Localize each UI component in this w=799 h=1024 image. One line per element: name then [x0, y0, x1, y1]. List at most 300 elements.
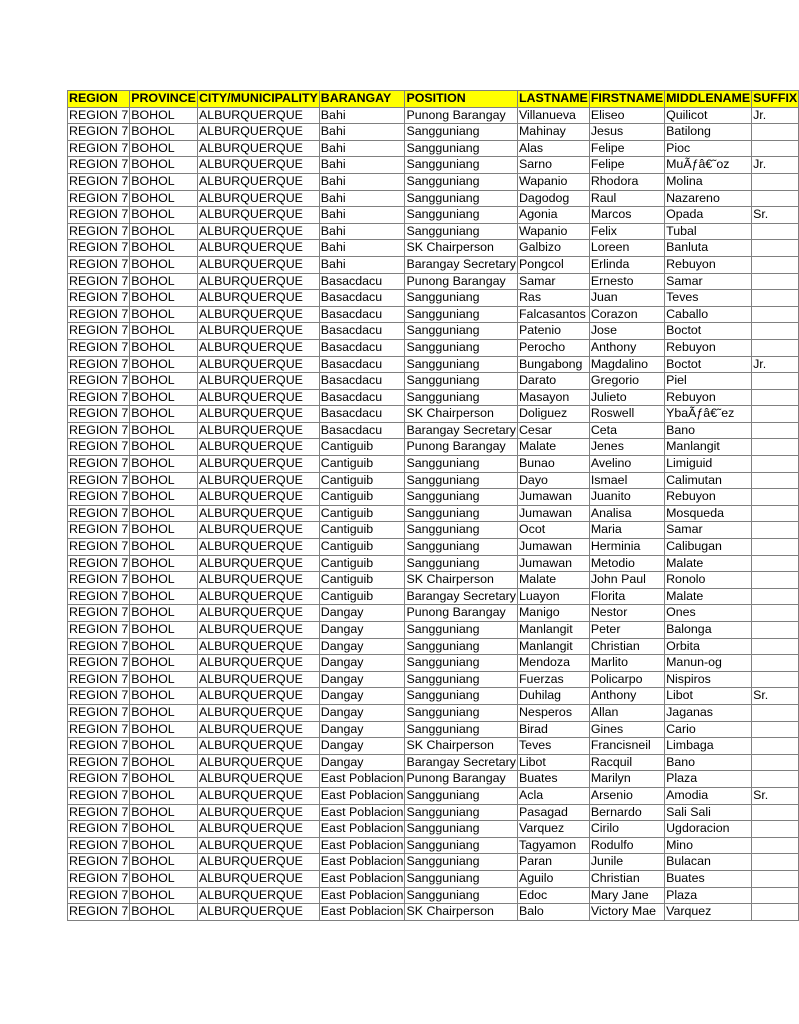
- cell-suffix[interactable]: [752, 306, 799, 323]
- cell-region[interactable]: REGION 7: [68, 505, 130, 522]
- cell-barangay[interactable]: Basacdacu: [319, 406, 405, 423]
- cell-suffix[interactable]: [752, 738, 799, 755]
- cell-region[interactable]: REGION 7: [68, 273, 130, 290]
- cell-city-municipality[interactable]: ALBURQUERQUE: [197, 572, 319, 589]
- cell-region[interactable]: REGION 7: [68, 787, 130, 804]
- cell-city-municipality[interactable]: ALBURQUERQUE: [197, 190, 319, 207]
- cell-barangay[interactable]: Bahi: [319, 240, 405, 257]
- cell-firstname[interactable]: Felipe: [589, 157, 664, 174]
- cell-region[interactable]: REGION 7: [68, 837, 130, 854]
- cell-position[interactable]: Sangguniang: [405, 207, 518, 224]
- cell-position[interactable]: Sangguniang: [405, 323, 518, 340]
- cell-city-municipality[interactable]: ALBURQUERQUE: [197, 821, 319, 838]
- cell-lastname[interactable]: Tagyamon: [517, 837, 589, 854]
- cell-lastname[interactable]: Samar: [517, 273, 589, 290]
- cell-suffix[interactable]: Jr.: [752, 356, 799, 373]
- cell-suffix[interactable]: [752, 223, 799, 240]
- cell-city-municipality[interactable]: ALBURQUERQUE: [197, 472, 319, 489]
- cell-firstname[interactable]: John Paul: [589, 572, 664, 589]
- cell-region[interactable]: REGION 7: [68, 140, 130, 157]
- cell-province[interactable]: BOHOL: [130, 124, 198, 141]
- cell-suffix[interactable]: [752, 422, 799, 439]
- cell-lastname[interactable]: Pasagad: [517, 804, 589, 821]
- cell-lastname[interactable]: Jumawan: [517, 489, 589, 506]
- cell-region[interactable]: REGION 7: [68, 721, 130, 738]
- cell-middlename[interactable]: Samar: [665, 522, 752, 539]
- cell-firstname[interactable]: Anthony: [589, 339, 664, 356]
- cell-barangay[interactable]: East Poblacion: [319, 821, 405, 838]
- cell-middlename[interactable]: Bano: [665, 422, 752, 439]
- cell-lastname[interactable]: Bungabong: [517, 356, 589, 373]
- cell-suffix[interactable]: [752, 804, 799, 821]
- cell-city-municipality[interactable]: ALBURQUERQUE: [197, 655, 319, 672]
- cell-suffix[interactable]: [752, 870, 799, 887]
- cell-middlename[interactable]: YbaÃƒâ€˜ez: [665, 406, 752, 423]
- cell-region[interactable]: REGION 7: [68, 522, 130, 539]
- header-region[interactable]: REGION: [68, 91, 130, 108]
- cell-firstname[interactable]: Analisa: [589, 505, 664, 522]
- cell-region[interactable]: REGION 7: [68, 240, 130, 257]
- cell-lastname[interactable]: Luayon: [517, 588, 589, 605]
- cell-suffix[interactable]: [752, 323, 799, 340]
- cell-city-municipality[interactable]: ALBURQUERQUE: [197, 605, 319, 622]
- cell-position[interactable]: Sangguniang: [405, 870, 518, 887]
- cell-city-municipality[interactable]: ALBURQUERQUE: [197, 207, 319, 224]
- cell-firstname[interactable]: Anthony: [589, 688, 664, 705]
- cell-province[interactable]: BOHOL: [130, 505, 198, 522]
- cell-region[interactable]: REGION 7: [68, 406, 130, 423]
- cell-province[interactable]: BOHOL: [130, 140, 198, 157]
- cell-region[interactable]: REGION 7: [68, 638, 130, 655]
- cell-position[interactable]: Sangguniang: [405, 223, 518, 240]
- cell-lastname[interactable]: Manlangit: [517, 622, 589, 639]
- cell-suffix[interactable]: [752, 505, 799, 522]
- cell-city-municipality[interactable]: ALBURQUERQUE: [197, 306, 319, 323]
- cell-barangay[interactable]: Cantiguib: [319, 522, 405, 539]
- cell-firstname[interactable]: Gines: [589, 721, 664, 738]
- cell-suffix[interactable]: Jr.: [752, 107, 799, 124]
- cell-province[interactable]: BOHOL: [130, 223, 198, 240]
- cell-lastname[interactable]: Alas: [517, 140, 589, 157]
- cell-province[interactable]: BOHOL: [130, 207, 198, 224]
- cell-firstname[interactable]: Rhodora: [589, 173, 664, 190]
- cell-lastname[interactable]: Agonia: [517, 207, 589, 224]
- cell-suffix[interactable]: [752, 671, 799, 688]
- cell-lastname[interactable]: Mahinay: [517, 124, 589, 141]
- cell-province[interactable]: BOHOL: [130, 323, 198, 340]
- cell-firstname[interactable]: Eliseo: [589, 107, 664, 124]
- cell-lastname[interactable]: Pongcol: [517, 256, 589, 273]
- cell-middlename[interactable]: Plaza: [665, 887, 752, 904]
- cell-lastname[interactable]: Nesperos: [517, 704, 589, 721]
- cell-position[interactable]: Sangguniang: [405, 704, 518, 721]
- cell-position[interactable]: Sangguniang: [405, 356, 518, 373]
- cell-barangay[interactable]: Basacdacu: [319, 290, 405, 307]
- cell-province[interactable]: BOHOL: [130, 406, 198, 423]
- cell-province[interactable]: BOHOL: [130, 588, 198, 605]
- cell-lastname[interactable]: Ras: [517, 290, 589, 307]
- header-city-municipality[interactable]: CITY/MUNICIPALITY: [197, 91, 319, 108]
- cell-suffix[interactable]: [752, 290, 799, 307]
- cell-barangay[interactable]: Basacdacu: [319, 356, 405, 373]
- cell-province[interactable]: BOHOL: [130, 771, 198, 788]
- cell-firstname[interactable]: Julieto: [589, 389, 664, 406]
- cell-province[interactable]: BOHOL: [130, 422, 198, 439]
- cell-firstname[interactable]: Junile: [589, 854, 664, 871]
- cell-region[interactable]: REGION 7: [68, 804, 130, 821]
- cell-lastname[interactable]: Malate: [517, 439, 589, 456]
- cell-city-municipality[interactable]: ALBURQUERQUE: [197, 671, 319, 688]
- cell-position[interactable]: Sangguniang: [405, 887, 518, 904]
- cell-suffix[interactable]: [752, 173, 799, 190]
- cell-barangay[interactable]: Dangay: [319, 638, 405, 655]
- cell-region[interactable]: REGION 7: [68, 290, 130, 307]
- cell-position[interactable]: Punong Barangay: [405, 439, 518, 456]
- cell-city-municipality[interactable]: ALBURQUERQUE: [197, 339, 319, 356]
- cell-province[interactable]: BOHOL: [130, 870, 198, 887]
- cell-city-municipality[interactable]: ALBURQUERQUE: [197, 904, 319, 921]
- cell-region[interactable]: REGION 7: [68, 821, 130, 838]
- cell-region[interactable]: REGION 7: [68, 655, 130, 672]
- cell-barangay[interactable]: Bahi: [319, 124, 405, 141]
- cell-middlename[interactable]: Teves: [665, 290, 752, 307]
- cell-province[interactable]: BOHOL: [130, 721, 198, 738]
- cell-barangay[interactable]: Cantiguib: [319, 456, 405, 473]
- cell-barangay[interactable]: Cantiguib: [319, 539, 405, 556]
- cell-firstname[interactable]: Jenes: [589, 439, 664, 456]
- cell-province[interactable]: BOHOL: [130, 671, 198, 688]
- cell-city-municipality[interactable]: ALBURQUERQUE: [197, 290, 319, 307]
- cell-province[interactable]: BOHOL: [130, 240, 198, 257]
- cell-city-municipality[interactable]: ALBURQUERQUE: [197, 489, 319, 506]
- cell-firstname[interactable]: Jesus: [589, 124, 664, 141]
- cell-lastname[interactable]: Dayo: [517, 472, 589, 489]
- cell-province[interactable]: BOHOL: [130, 622, 198, 639]
- cell-barangay[interactable]: Basacdacu: [319, 306, 405, 323]
- cell-region[interactable]: REGION 7: [68, 173, 130, 190]
- cell-position[interactable]: Barangay Secretary: [405, 588, 518, 605]
- cell-firstname[interactable]: Juanito: [589, 489, 664, 506]
- cell-city-municipality[interactable]: ALBURQUERQUE: [197, 787, 319, 804]
- cell-city-municipality[interactable]: ALBURQUERQUE: [197, 870, 319, 887]
- cell-firstname[interactable]: Metodio: [589, 555, 664, 572]
- cell-suffix[interactable]: [752, 522, 799, 539]
- cell-region[interactable]: REGION 7: [68, 323, 130, 340]
- cell-firstname[interactable]: Maria: [589, 522, 664, 539]
- cell-barangay[interactable]: East Poblacion: [319, 787, 405, 804]
- cell-firstname[interactable]: Florita: [589, 588, 664, 605]
- cell-lastname[interactable]: Varquez: [517, 821, 589, 838]
- cell-middlename[interactable]: Buates: [665, 870, 752, 887]
- cell-middlename[interactable]: Mino: [665, 837, 752, 854]
- cell-middlename[interactable]: Rebuyon: [665, 339, 752, 356]
- cell-city-municipality[interactable]: ALBURQUERQUE: [197, 704, 319, 721]
- cell-lastname[interactable]: Doliguez: [517, 406, 589, 423]
- cell-city-municipality[interactable]: ALBURQUERQUE: [197, 555, 319, 572]
- cell-province[interactable]: BOHOL: [130, 688, 198, 705]
- cell-barangay[interactable]: Dangay: [319, 721, 405, 738]
- cell-middlename[interactable]: Quilicot: [665, 107, 752, 124]
- cell-barangay[interactable]: East Poblacion: [319, 854, 405, 871]
- cell-province[interactable]: BOHOL: [130, 107, 198, 124]
- cell-lastname[interactable]: Paran: [517, 854, 589, 871]
- cell-lastname[interactable]: Galbizo: [517, 240, 589, 257]
- cell-suffix[interactable]: [752, 887, 799, 904]
- cell-barangay[interactable]: Basacdacu: [319, 273, 405, 290]
- cell-province[interactable]: BOHOL: [130, 290, 198, 307]
- cell-city-municipality[interactable]: ALBURQUERQUE: [197, 140, 319, 157]
- cell-lastname[interactable]: Wapanio: [517, 173, 589, 190]
- cell-province[interactable]: BOHOL: [130, 489, 198, 506]
- cell-city-municipality[interactable]: ALBURQUERQUE: [197, 373, 319, 390]
- cell-city-municipality[interactable]: ALBURQUERQUE: [197, 539, 319, 556]
- cell-province[interactable]: BOHOL: [130, 173, 198, 190]
- cell-position[interactable]: Sangguniang: [405, 505, 518, 522]
- cell-firstname[interactable]: Erlinda: [589, 256, 664, 273]
- cell-suffix[interactable]: [752, 124, 799, 141]
- cell-middlename[interactable]: Bano: [665, 754, 752, 771]
- cell-position[interactable]: Punong Barangay: [405, 273, 518, 290]
- cell-position[interactable]: Sangguniang: [405, 837, 518, 854]
- cell-lastname[interactable]: Perocho: [517, 339, 589, 356]
- cell-city-municipality[interactable]: ALBURQUERQUE: [197, 854, 319, 871]
- cell-region[interactable]: REGION 7: [68, 771, 130, 788]
- cell-suffix[interactable]: [752, 655, 799, 672]
- cell-lastname[interactable]: Villanueva: [517, 107, 589, 124]
- cell-position[interactable]: Barangay Secretary: [405, 422, 518, 439]
- cell-position[interactable]: Punong Barangay: [405, 107, 518, 124]
- cell-middlename[interactable]: Malate: [665, 555, 752, 572]
- cell-position[interactable]: Sangguniang: [405, 854, 518, 871]
- cell-city-municipality[interactable]: ALBURQUERQUE: [197, 173, 319, 190]
- cell-middlename[interactable]: Cario: [665, 721, 752, 738]
- cell-lastname[interactable]: Manlangit: [517, 638, 589, 655]
- cell-middlename[interactable]: Rebuyon: [665, 389, 752, 406]
- cell-position[interactable]: Sangguniang: [405, 173, 518, 190]
- cell-barangay[interactable]: Bahi: [319, 223, 405, 240]
- cell-region[interactable]: REGION 7: [68, 738, 130, 755]
- cell-province[interactable]: BOHOL: [130, 522, 198, 539]
- cell-suffix[interactable]: [752, 539, 799, 556]
- cell-barangay[interactable]: East Poblacion: [319, 771, 405, 788]
- cell-region[interactable]: REGION 7: [68, 572, 130, 589]
- cell-region[interactable]: REGION 7: [68, 256, 130, 273]
- cell-barangay[interactable]: East Poblacion: [319, 837, 405, 854]
- cell-lastname[interactable]: Bunao: [517, 456, 589, 473]
- cell-city-municipality[interactable]: ALBURQUERQUE: [197, 771, 319, 788]
- cell-lastname[interactable]: Aguilo: [517, 870, 589, 887]
- cell-barangay[interactable]: Basacdacu: [319, 389, 405, 406]
- cell-middlename[interactable]: Varquez: [665, 904, 752, 921]
- cell-suffix[interactable]: [752, 190, 799, 207]
- cell-suffix[interactable]: Jr.: [752, 157, 799, 174]
- cell-barangay[interactable]: Bahi: [319, 256, 405, 273]
- cell-position[interactable]: Sangguniang: [405, 456, 518, 473]
- cell-region[interactable]: REGION 7: [68, 688, 130, 705]
- cell-lastname[interactable]: Edoc: [517, 887, 589, 904]
- cell-province[interactable]: BOHOL: [130, 256, 198, 273]
- cell-suffix[interactable]: [752, 240, 799, 257]
- cell-firstname[interactable]: Bernardo: [589, 804, 664, 821]
- cell-province[interactable]: BOHOL: [130, 389, 198, 406]
- cell-firstname[interactable]: Felix: [589, 223, 664, 240]
- cell-suffix[interactable]: [752, 622, 799, 639]
- cell-region[interactable]: REGION 7: [68, 870, 130, 887]
- cell-position[interactable]: Sangguniang: [405, 339, 518, 356]
- cell-suffix[interactable]: [752, 605, 799, 622]
- cell-position[interactable]: Sangguniang: [405, 622, 518, 639]
- cell-city-municipality[interactable]: ALBURQUERQUE: [197, 389, 319, 406]
- cell-region[interactable]: REGION 7: [68, 622, 130, 639]
- cell-suffix[interactable]: [752, 273, 799, 290]
- cell-city-municipality[interactable]: ALBURQUERQUE: [197, 522, 319, 539]
- cell-middlename[interactable]: Malate: [665, 588, 752, 605]
- cell-city-municipality[interactable]: ALBURQUERQUE: [197, 754, 319, 771]
- cell-lastname[interactable]: Darato: [517, 373, 589, 390]
- cell-lastname[interactable]: Sarno: [517, 157, 589, 174]
- cell-position[interactable]: SK Chairperson: [405, 572, 518, 589]
- cell-middlename[interactable]: Rebuyon: [665, 256, 752, 273]
- cell-middlename[interactable]: Plaza: [665, 771, 752, 788]
- cell-barangay[interactable]: Dangay: [319, 704, 405, 721]
- cell-province[interactable]: BOHOL: [130, 539, 198, 556]
- cell-position[interactable]: Sangguniang: [405, 787, 518, 804]
- cell-middlename[interactable]: Orbita: [665, 638, 752, 655]
- cell-lastname[interactable]: Manigo: [517, 605, 589, 622]
- cell-firstname[interactable]: Magdalino: [589, 356, 664, 373]
- cell-firstname[interactable]: Christian: [589, 638, 664, 655]
- cell-barangay[interactable]: Basacdacu: [319, 323, 405, 340]
- cell-barangay[interactable]: Basacdacu: [319, 339, 405, 356]
- header-suffix[interactable]: SUFFIX: [752, 91, 799, 108]
- cell-city-municipality[interactable]: ALBURQUERQUE: [197, 456, 319, 473]
- cell-lastname[interactable]: Duhilag: [517, 688, 589, 705]
- cell-position[interactable]: Sangguniang: [405, 306, 518, 323]
- cell-lastname[interactable]: Falcasantos: [517, 306, 589, 323]
- cell-barangay[interactable]: Bahi: [319, 157, 405, 174]
- cell-position[interactable]: Sangguniang: [405, 821, 518, 838]
- cell-firstname[interactable]: Corazon: [589, 306, 664, 323]
- cell-lastname[interactable]: Patenio: [517, 323, 589, 340]
- cell-city-municipality[interactable]: ALBURQUERQUE: [197, 721, 319, 738]
- cell-city-municipality[interactable]: ALBURQUERQUE: [197, 422, 319, 439]
- cell-region[interactable]: REGION 7: [68, 207, 130, 224]
- cell-position[interactable]: Sangguniang: [405, 290, 518, 307]
- cell-firstname[interactable]: Marcos: [589, 207, 664, 224]
- cell-position[interactable]: Sangguniang: [405, 671, 518, 688]
- cell-lastname[interactable]: Ocot: [517, 522, 589, 539]
- cell-city-municipality[interactable]: ALBURQUERQUE: [197, 240, 319, 257]
- cell-barangay[interactable]: Dangay: [319, 688, 405, 705]
- cell-firstname[interactable]: Felipe: [589, 140, 664, 157]
- cell-suffix[interactable]: [752, 472, 799, 489]
- cell-region[interactable]: REGION 7: [68, 190, 130, 207]
- cell-firstname[interactable]: Marilyn: [589, 771, 664, 788]
- cell-lastname[interactable]: Balo: [517, 904, 589, 921]
- cell-position[interactable]: Barangay Secretary: [405, 256, 518, 273]
- cell-middlename[interactable]: Piel: [665, 373, 752, 390]
- cell-suffix[interactable]: [752, 572, 799, 589]
- cell-region[interactable]: REGION 7: [68, 588, 130, 605]
- cell-suffix[interactable]: [752, 406, 799, 423]
- cell-suffix[interactable]: [752, 373, 799, 390]
- cell-city-municipality[interactable]: ALBURQUERQUE: [197, 588, 319, 605]
- cell-suffix[interactable]: Sr.: [752, 688, 799, 705]
- cell-middlename[interactable]: Rebuyon: [665, 489, 752, 506]
- cell-suffix[interactable]: [752, 339, 799, 356]
- cell-firstname[interactable]: Allan: [589, 704, 664, 721]
- cell-firstname[interactable]: Policarpo: [589, 671, 664, 688]
- cell-middlename[interactable]: Manun-og: [665, 655, 752, 672]
- cell-city-municipality[interactable]: ALBURQUERQUE: [197, 887, 319, 904]
- cell-firstname[interactable]: Marlito: [589, 655, 664, 672]
- cell-barangay[interactable]: Dangay: [319, 738, 405, 755]
- cell-region[interactable]: REGION 7: [68, 854, 130, 871]
- cell-middlename[interactable]: Boctot: [665, 356, 752, 373]
- cell-position[interactable]: Sangguniang: [405, 389, 518, 406]
- cell-province[interactable]: BOHOL: [130, 704, 198, 721]
- cell-position[interactable]: Sangguniang: [405, 804, 518, 821]
- cell-region[interactable]: REGION 7: [68, 439, 130, 456]
- cell-suffix[interactable]: [752, 588, 799, 605]
- cell-city-municipality[interactable]: ALBURQUERQUE: [197, 837, 319, 854]
- cell-lastname[interactable]: Jumawan: [517, 555, 589, 572]
- cell-city-municipality[interactable]: ALBURQUERQUE: [197, 107, 319, 124]
- cell-province[interactable]: BOHOL: [130, 373, 198, 390]
- cell-suffix[interactable]: [752, 704, 799, 721]
- cell-barangay[interactable]: Dangay: [319, 605, 405, 622]
- cell-region[interactable]: REGION 7: [68, 356, 130, 373]
- cell-position[interactable]: Sangguniang: [405, 539, 518, 556]
- cell-firstname[interactable]: Gregorio: [589, 373, 664, 390]
- cell-barangay[interactable]: Cantiguib: [319, 472, 405, 489]
- cell-lastname[interactable]: Birad: [517, 721, 589, 738]
- cell-city-municipality[interactable]: ALBURQUERQUE: [197, 505, 319, 522]
- cell-firstname[interactable]: Juan: [589, 290, 664, 307]
- cell-firstname[interactable]: Raul: [589, 190, 664, 207]
- cell-middlename[interactable]: Ones: [665, 605, 752, 622]
- cell-barangay[interactable]: Cantiguib: [319, 439, 405, 456]
- cell-position[interactable]: Sangguniang: [405, 688, 518, 705]
- cell-region[interactable]: REGION 7: [68, 671, 130, 688]
- cell-province[interactable]: BOHOL: [130, 273, 198, 290]
- cell-region[interactable]: REGION 7: [68, 555, 130, 572]
- cell-middlename[interactable]: Bulacan: [665, 854, 752, 871]
- cell-city-municipality[interactable]: ALBURQUERQUE: [197, 256, 319, 273]
- cell-suffix[interactable]: [752, 489, 799, 506]
- cell-position[interactable]: Sangguniang: [405, 489, 518, 506]
- cell-region[interactable]: REGION 7: [68, 339, 130, 356]
- cell-lastname[interactable]: Malate: [517, 572, 589, 589]
- header-province[interactable]: PROVINCE: [130, 91, 198, 108]
- cell-province[interactable]: BOHOL: [130, 754, 198, 771]
- cell-region[interactable]: REGION 7: [68, 157, 130, 174]
- cell-middlename[interactable]: Limiguid: [665, 456, 752, 473]
- cell-middlename[interactable]: Caballo: [665, 306, 752, 323]
- cell-firstname[interactable]: Francisneil: [589, 738, 664, 755]
- cell-middlename[interactable]: Calibugan: [665, 539, 752, 556]
- cell-region[interactable]: REGION 7: [68, 704, 130, 721]
- cell-middlename[interactable]: Batilong: [665, 124, 752, 141]
- cell-firstname[interactable]: Nestor: [589, 605, 664, 622]
- cell-barangay[interactable]: Dangay: [319, 671, 405, 688]
- cell-barangay[interactable]: Basacdacu: [319, 373, 405, 390]
- cell-region[interactable]: REGION 7: [68, 489, 130, 506]
- cell-province[interactable]: BOHOL: [130, 854, 198, 871]
- cell-position[interactable]: SK Chairperson: [405, 904, 518, 921]
- header-lastname[interactable]: LASTNAME: [517, 91, 589, 108]
- cell-city-municipality[interactable]: ALBURQUERQUE: [197, 124, 319, 141]
